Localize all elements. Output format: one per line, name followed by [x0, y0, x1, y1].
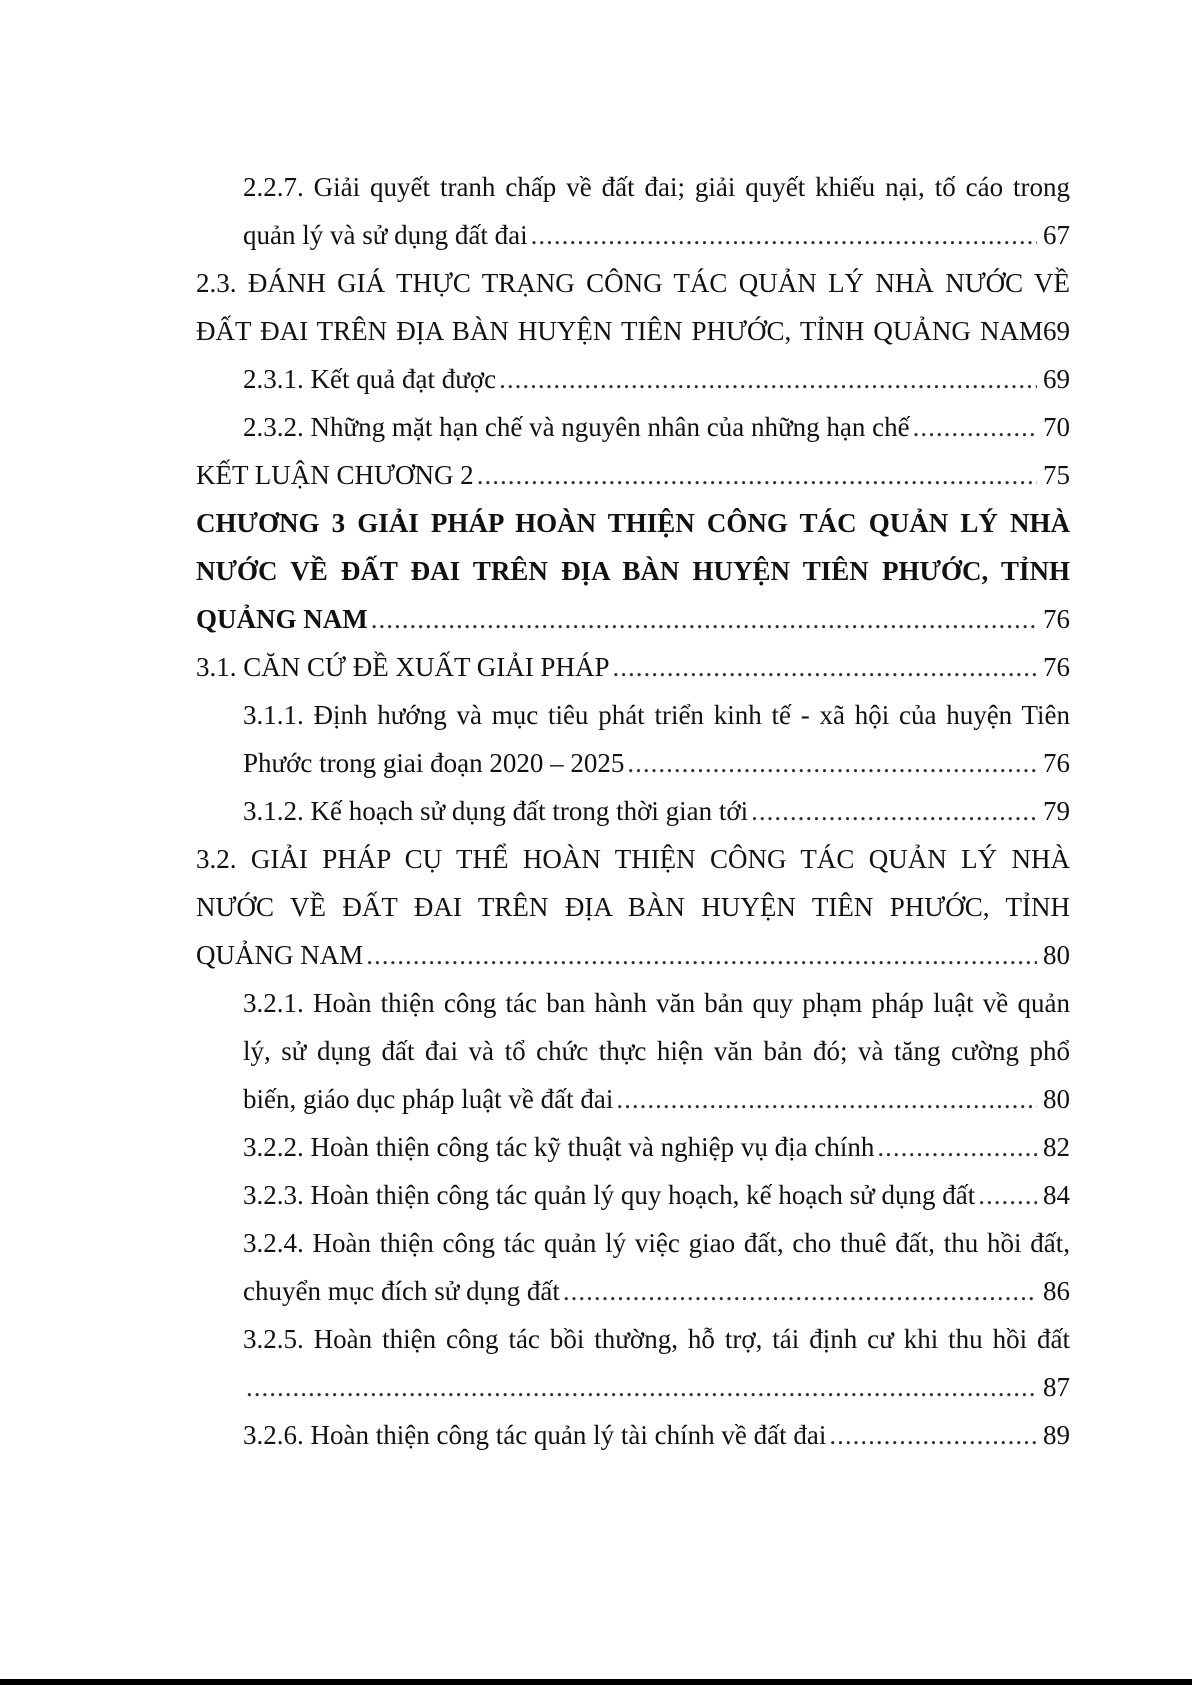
dot-leader [246, 1363, 1037, 1411]
toc-entry-text: 3.2.3. Hoàn thiện công tác quản lý quy hoạch, kế hoạch sử dụng đất [243, 1180, 976, 1210]
toc-entry-3-1[interactable] [196, 643, 1070, 691]
toc-entry-text: ĐẤT ĐAI TRÊN ĐỊA BÀN HUYỆN TIÊN PHƯỚC, TỈNH QUẢNG NAM69 [196, 316, 1070, 346]
toc-page-number: 76 [1043, 652, 1070, 682]
toc-entry-text: NƯỚC VỀ ĐẤT ĐAI TRÊN ĐỊA BÀN HUYỆN TIÊN PHƯỚC, TỈNH [196, 556, 1070, 586]
toc-entry-3-2-1[interactable] [196, 1075, 1070, 1123]
toc-entry-3-2-4[interactable] [196, 1267, 1070, 1315]
toc-line [196, 691, 1070, 739]
toc-page-number: 69 [1043, 364, 1070, 394]
toc-entry-text: 3.2.6. Hoàn thiện công tác quản lý tài chính về đất đai [243, 1420, 827, 1450]
toc-line [196, 1219, 1070, 1267]
toc-entry-text: NƯỚC VỀ ĐẤT ĐAI TRÊN ĐỊA BÀN HUYỆN TIÊN PHƯỚC, TỈNH [196, 892, 1070, 922]
toc-entry-text: 2.3. ĐÁNH GIÁ THỰC TRẠNG CÔNG TÁC QUẢN LÝ NHÀ NƯỚC VỀ [196, 268, 1070, 298]
toc-entry-text: 3.2.5. Hoàn thiện công tác bồi thường, hỗ trợ, tái định cư khi thu hồi đất [243, 1324, 1070, 1354]
toc-page-number: 89 [1043, 1420, 1070, 1450]
toc-entry-2-2-7[interactable] [196, 211, 1070, 259]
toc-page-number: 76 [1043, 748, 1070, 778]
dot-leader [612, 643, 1037, 691]
toc-entry-chuong-3[interactable] [196, 595, 1070, 643]
toc-page-number: 86 [1043, 1276, 1070, 1306]
toc-entry-text: QUẢNG NAM [196, 604, 368, 634]
toc-entry-text: lý, sử dụng đất đai và tổ chức thực hiện văn bản đó; và tăng cường phổ [243, 1036, 1070, 1066]
toc-entry-text: 3.1.1. Định hướng và mục tiêu phát triển kinh tế - xã hội của huyện Tiên [243, 700, 1070, 730]
toc-page-number: 80 [1043, 1084, 1070, 1114]
toc-line [196, 547, 1070, 595]
toc-entry-text: 3.2. GIẢI PHÁP CỤ THỂ HOÀN THIỆN CÔNG TÁC QUẢN LÝ NHÀ [196, 844, 1070, 874]
dot-leader [477, 451, 1037, 499]
toc-entry-2-3[interactable] [196, 307, 1070, 355]
toc-entry-2-3-1[interactable] [196, 355, 1070, 403]
toc-entry-text: 3.2.4. Hoàn thiện công tác quản lý việc giao đất, cho thuê đất, thu hồi đất, [243, 1228, 1070, 1258]
toc-entry-3-2[interactable] [196, 931, 1070, 979]
dot-leader [371, 595, 1037, 643]
toc-line [196, 499, 1070, 547]
dot-leader [366, 931, 1037, 979]
toc-entry-text: 3.2.1. Hoàn thiện công tác ban hành văn bản quy phạm pháp luật về quản [243, 988, 1070, 1018]
toc-line [196, 1315, 1070, 1363]
page-bottom-edge [0, 1679, 1192, 1685]
toc-page-number: 87 [1043, 1372, 1070, 1402]
dot-leader [627, 739, 1037, 787]
dot-leader [616, 1075, 1037, 1123]
toc-entry-3-2-3[interactable] [196, 1171, 1070, 1219]
toc-entry-3-2-2[interactable] [196, 1123, 1070, 1171]
toc-entry-text: chuyển mục đích sử dụng đất [243, 1276, 560, 1306]
toc-entry-text: 3.2.2. Hoàn thiện công tác kỹ thuật và nghiệp vụ địa chính [243, 1132, 875, 1162]
toc-entry-text: 3.1. CĂN CỨ ĐỀ XUẤT GIẢI PHÁP [196, 652, 610, 682]
toc-entry-text: 3.1.2. Kế hoạch sử dụng đất trong thời gian tới [243, 796, 749, 826]
toc-page-number: 67 [1043, 220, 1070, 250]
dot-leader [978, 1171, 1037, 1219]
toc-entry-text: 2.2.7. Giải quyết tranh chấp về đất đai; giải quyết khiếu nại, tố cáo trong [243, 172, 1070, 202]
toc-page-number: 75 [1043, 460, 1070, 490]
dot-leader [829, 1411, 1037, 1459]
dot-leader [877, 1123, 1037, 1171]
toc-entry-3-2-6[interactable] [196, 1411, 1070, 1459]
toc-line [196, 259, 1070, 307]
toc-entry-text: CHƯƠNG 3 GIẢI PHÁP HOÀN THIỆN CÔNG TÁC QUẢN LÝ NHÀ [196, 508, 1070, 538]
toc-line [196, 835, 1070, 883]
toc-line [196, 1027, 1070, 1075]
dot-leader [751, 787, 1037, 835]
toc-page-number: 76 [1043, 604, 1070, 634]
toc-entry-text: 2.3.2. Những mặt hạn chế và nguyên nhân của những hạn chế [243, 412, 910, 442]
toc-entry-3-1-2[interactable] [196, 787, 1070, 835]
toc-entry-3-2-5[interactable] [196, 1363, 1070, 1411]
dot-leader [531, 211, 1037, 259]
toc-page-number: 80 [1043, 940, 1070, 970]
toc-page-number: 70 [1043, 412, 1070, 442]
toc-entry-ket-luan-chuong-2[interactable] [196, 451, 1070, 499]
toc-page-number: 82 [1043, 1132, 1070, 1162]
toc-entry-text: biến, giáo dục pháp luật về đất đai [243, 1084, 614, 1114]
toc-entry-text: 2.3.1. Kết quả đạt được [243, 364, 497, 394]
toc-page-number: 79 [1043, 796, 1070, 826]
toc-entry-text: quản lý và sử dụng đất đai [243, 220, 528, 250]
toc-line [196, 979, 1070, 1027]
toc-page-number: 84 [1043, 1180, 1070, 1210]
dot-leader [913, 403, 1037, 451]
toc-line [196, 883, 1070, 931]
toc-entry-3-1-1[interactable] [196, 739, 1070, 787]
toc-entry-text: QUẢNG NAM [196, 940, 364, 970]
toc-entry-text: Phước trong giai đoạn 2020 – 2025 [243, 748, 625, 778]
table-of-contents [196, 163, 1070, 1459]
toc-entry-text: KẾT LUẬN CHƯƠNG 2 [196, 460, 474, 490]
toc-line [196, 163, 1070, 211]
toc-entry-2-3-2[interactable] [196, 403, 1070, 451]
dot-leader [563, 1267, 1037, 1315]
dot-leader [499, 355, 1037, 403]
